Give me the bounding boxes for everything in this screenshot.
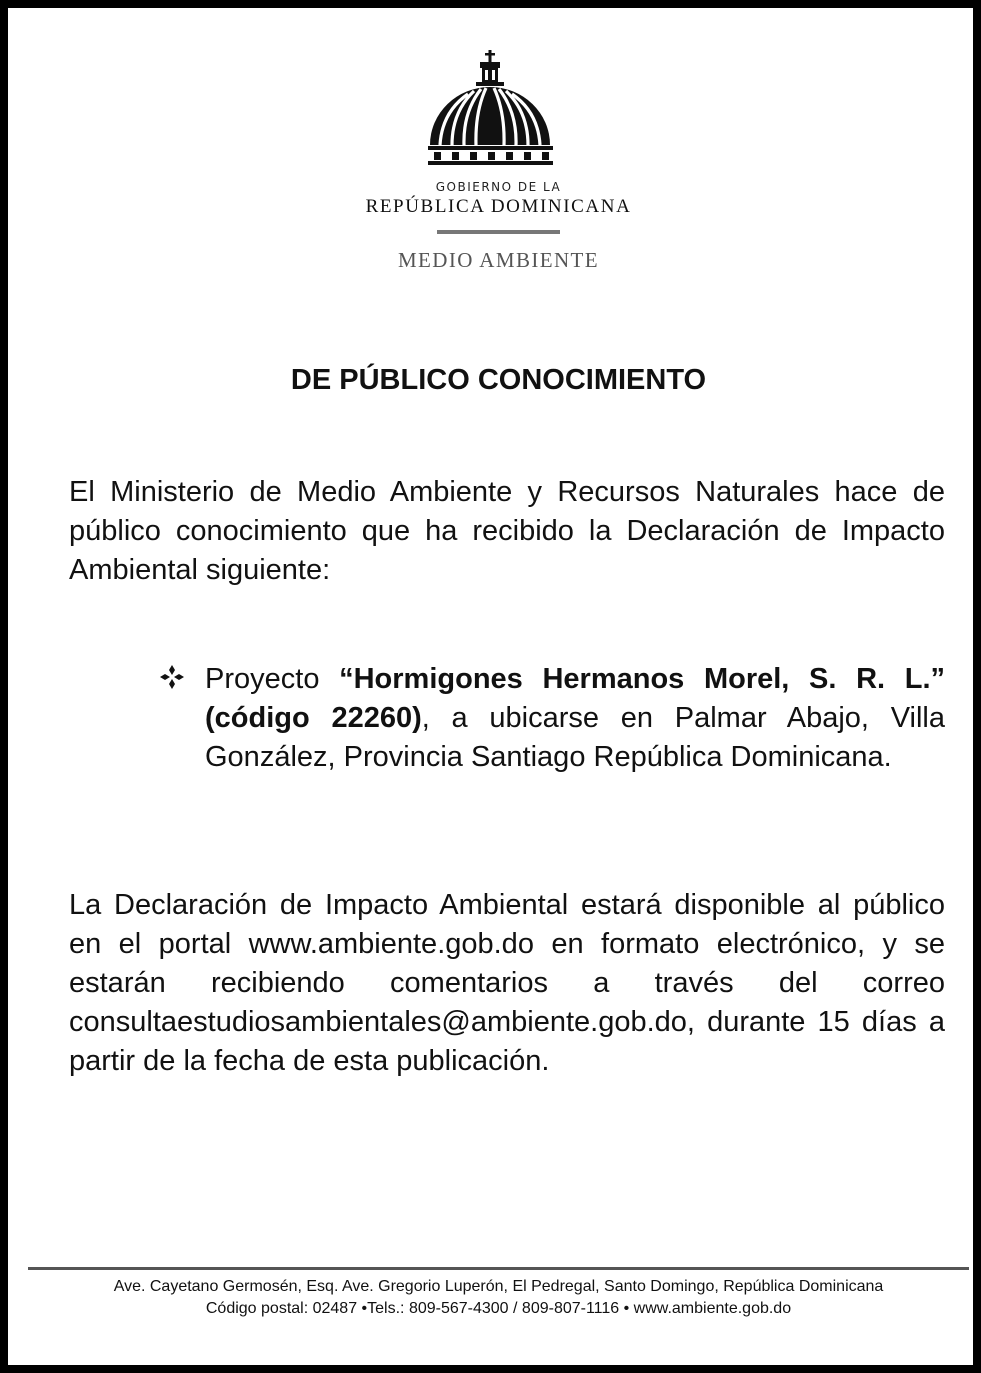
intro-paragraph: El Ministerio de Medio Ambiente y Recursos Naturales hace de público conocimiento que ha recibido la Declaración de Impacto Ambiental siguiente: bbox=[69, 476, 945, 586]
logo-country-name: REPÚBLICA DOMINICANA bbox=[365, 196, 632, 217]
project-prefix: Proyecto bbox=[205, 663, 340, 695]
logo-ministry-name: MEDIO AMBIENTE bbox=[397, 248, 599, 272]
government-logo bbox=[8, 8, 981, 288]
availability-paragraph: La Declaración de Impacto Ambiental estará disponible al público en el portal www.ambiente.gob.do en formato electrónico, y se estarán recibiendo comentarios a través del correo consultaestudiosambientales@ambiente.gob.do, durante 15 días a partir de la fecha de esta publicación. bbox=[69, 889, 945, 1077]
project-name: “Hormigones Hermanos Morel, S. R. L.” (código 22260) bbox=[205, 663, 946, 734]
logo-government-label: GOBIERNO DE LA bbox=[435, 180, 562, 194]
footer-address: Ave. Cayetano Germosén, Esq. Ave. Gregorio Luperón, El Pedregal, Santo Domingo, República Dominicana bbox=[113, 1278, 884, 1295]
project-location: , a ubicarse en Palmar Abajo, Villa González, Provincia Santiago República Dominicana. bbox=[205, 702, 945, 773]
footer-divider bbox=[28, 1267, 969, 1270]
document-title: DE PÚBLICO CONOCIMIENTO bbox=[290, 364, 707, 396]
dome-emblem-icon bbox=[0, 0, 981, 175]
project-list-item bbox=[205, 660, 945, 777]
logo-divider bbox=[437, 230, 560, 234]
footer-contact: Código postal: 02487 •Tels.: 809-567-4300 / 809-807-1116 • www.ambiente.gob.do bbox=[205, 1300, 792, 1317]
diamond-bullet-icon bbox=[158, 663, 186, 691]
